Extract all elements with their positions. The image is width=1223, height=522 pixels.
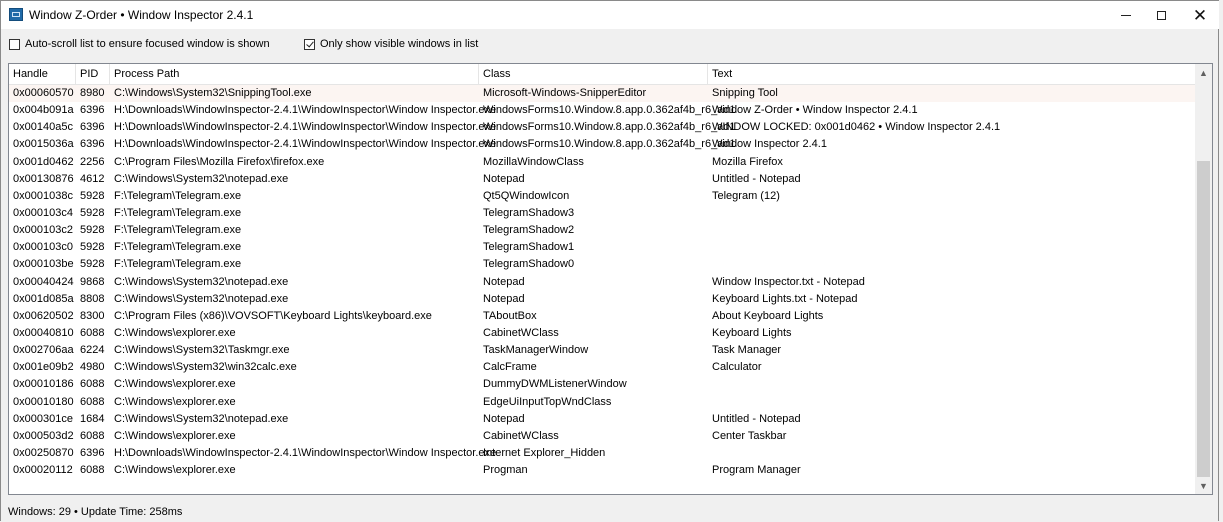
cell-text: Mozilla Firefox [712, 155, 783, 168]
cell-text: Untitled - Notepad [712, 412, 801, 425]
cell-pid: 6088 [80, 326, 105, 339]
close-button[interactable] [1177, 1, 1223, 29]
cell-class: CalcFrame [483, 361, 537, 374]
table-row[interactable] [9, 411, 1196, 428]
autoscroll-label: Auto-scroll list to ensure focused window is shown [25, 38, 270, 50]
cell-process-path: C:\Windows\explorer.exe [114, 395, 236, 408]
cell-handle: 0x001d0462 [13, 155, 74, 168]
table-row[interactable] [9, 136, 1196, 153]
table-row[interactable] [9, 256, 1196, 273]
scroll-up-icon: ▲ [1199, 67, 1208, 78]
cell-process-path: C:\Windows\explorer.exe [114, 429, 236, 442]
cell-class: TAboutBox [483, 309, 537, 322]
cell-pid: 5928 [80, 206, 105, 219]
cell-handle: 0x0015036a [13, 138, 74, 151]
cell-text [708, 239, 1196, 256]
autoscroll-option[interactable] [9, 38, 270, 50]
table-row[interactable] [9, 205, 1196, 222]
cell-class: EdgeUiInputTopWndClass [483, 395, 612, 408]
window-title: Window Z-Order • Window Inspector 2.4.1 [29, 8, 254, 22]
cell-text: Task Manager [712, 344, 782, 357]
cell-text [708, 205, 1196, 222]
table-row[interactable] [9, 342, 1196, 359]
cell-pid: 4612 [80, 172, 105, 185]
cell-handle: 0x0001038c [13, 189, 73, 202]
table-row[interactable] [9, 462, 1196, 479]
cell-process-path: C:\Program Files (x86)\VOVSOFT\Keyboard Lights\keyboard.exe [114, 309, 432, 322]
table-row[interactable] [9, 308, 1196, 325]
cell-pid: 6396 [80, 121, 105, 134]
scrollbar-thumb[interactable] [1197, 161, 1210, 477]
title-bar[interactable] [1, 1, 1219, 29]
cell-pid: 8980 [80, 87, 105, 99]
cell-text: Window Inspector.txt - Notepad [712, 275, 865, 288]
cell-handle: 0x00040424 [13, 275, 74, 288]
cell-handle: 0x00020112 [13, 464, 73, 477]
cell-process-path: H:\Downloads\WindowInspector-2.4.1\WindowInspector\Window Inspector.exe [114, 121, 497, 134]
table-row[interactable] [9, 445, 1196, 462]
cell-text [708, 394, 1196, 411]
column-header-handle[interactable]: Handle [9, 64, 76, 84]
cell-pid: 6396 [80, 138, 105, 151]
cell-text: WINDOW LOCKED: 0x001d0462 • Window Inspector 2.4.1 [712, 121, 1001, 134]
cell-class: WindowsForms10.Window.8.app.0.362af4b_r6_ad1 [483, 104, 736, 117]
cell-handle: 0x002706aa [13, 344, 74, 357]
cell-text [708, 222, 1196, 239]
cell-text: About Keyboard Lights [712, 309, 824, 322]
cell-process-path: C:\Windows\System32\SnippingTool.exe [114, 87, 312, 99]
column-header-process-path[interactable]: Process Path [110, 64, 479, 84]
vertical-scrollbar[interactable] [1195, 64, 1212, 494]
cell-class: TelegramShadow1 [483, 241, 575, 254]
cell-text: Program Manager [712, 464, 801, 477]
table-row[interactable] [9, 394, 1196, 411]
cell-pid: 6088 [80, 378, 105, 391]
cell-process-path: C:\Program Files\Mozilla Firefox\firefox.exe [114, 155, 325, 168]
cell-pid: 6088 [80, 429, 105, 442]
cell-class: WindowsForms10.Window.8.app.0.362af4b_r6_ad1 [483, 121, 736, 134]
scroll-up-button[interactable] [1195, 64, 1212, 81]
column-header-pid[interactable]: PID [76, 64, 110, 84]
table-row[interactable] [9, 171, 1196, 188]
cell-process-path: C:\Windows\explorer.exe [114, 464, 236, 477]
table-row[interactable] [9, 359, 1196, 376]
scroll-down-icon: ▼ [1199, 480, 1208, 491]
cell-handle: 0x001d085a [13, 292, 74, 305]
cell-process-path: C:\Windows\System32\notepad.exe [114, 292, 289, 305]
cell-class: Notepad [483, 292, 525, 305]
cell-handle: 0x001e09b2 [13, 361, 74, 374]
cell-pid: 8300 [80, 309, 105, 322]
list-header [9, 64, 1196, 85]
cell-process-path: F:\Telegram\Telegram.exe [114, 189, 242, 202]
cell-text [708, 445, 1196, 462]
cell-pid: 6224 [80, 344, 105, 357]
status-bar: Windows: 29 • Update Time: 258ms [8, 506, 183, 518]
cell-process-path: C:\Windows\System32\win32calc.exe [114, 361, 297, 374]
cell-handle: 0x00040810 [13, 326, 74, 339]
cell-process-path: C:\Windows\explorer.exe [114, 378, 236, 391]
cell-class: TelegramShadow2 [483, 224, 575, 237]
window-list[interactable] [8, 63, 1213, 495]
cell-class: TelegramShadow0 [483, 258, 575, 271]
cell-pid: 5928 [80, 241, 105, 254]
cell-class: Progman [483, 464, 528, 477]
cell-class: CabinetWClass [483, 429, 559, 442]
cell-pid: 6088 [80, 395, 105, 408]
cell-text: Telegram (12) [712, 189, 780, 202]
table-row[interactable] [9, 325, 1196, 342]
table-row[interactable] [9, 102, 1196, 119]
column-header-text[interactable]: Text [712, 68, 733, 80]
cell-pid: 5928 [80, 224, 105, 237]
cell-handle: 0x00140a5c [13, 121, 73, 134]
cell-handle: 0x00010180 [13, 395, 74, 408]
table-row[interactable] [9, 154, 1196, 171]
cell-text: Center Taskbar [712, 429, 787, 442]
cell-handle: 0x000301ce [13, 412, 73, 425]
cell-handle: 0x000103c2 [13, 224, 73, 237]
cell-process-path: C:\Windows\explorer.exe [114, 326, 236, 339]
cell-process-path: H:\Downloads\WindowInspector-2.4.1\WindowInspector\Window Inspector.exe [114, 104, 497, 117]
cell-text: Calculator [712, 361, 762, 374]
cell-process-path: C:\Windows\System32\notepad.exe [114, 275, 289, 288]
cell-class: Notepad [483, 412, 525, 425]
cell-pid: 5928 [80, 189, 105, 202]
table-row[interactable] [9, 222, 1196, 239]
cell-pid: 2256 [80, 155, 105, 168]
cell-handle: 0x000103be [13, 258, 74, 271]
cell-pid: 4980 [80, 361, 105, 374]
app-icon [9, 8, 23, 21]
cell-class: TaskManagerWindow [483, 344, 589, 357]
scroll-down-button[interactable] [1195, 477, 1212, 494]
cell-text: Keyboard Lights [712, 326, 792, 339]
cell-process-path: C:\Windows\System32\notepad.exe [114, 172, 289, 185]
cell-process-path: F:\Telegram\Telegram.exe [114, 224, 242, 237]
maximize-icon [1157, 11, 1166, 20]
table-row[interactable] [9, 274, 1196, 291]
cell-process-path: F:\Telegram\Telegram.exe [114, 258, 242, 271]
cell-process-path: F:\Telegram\Telegram.exe [114, 241, 242, 254]
visible-only-label: Only show visible windows in list [320, 38, 479, 50]
cell-class: Qt5QWindowIcon [483, 189, 570, 202]
cell-pid: 6088 [80, 464, 105, 477]
cell-pid: 9868 [80, 275, 105, 288]
cell-text: Window Inspector 2.4.1 [712, 138, 827, 151]
cell-text: Untitled - Notepad [712, 172, 801, 185]
cell-class: DummyDWMListenerWindow [483, 378, 627, 391]
cell-handle: 0x000503d2 [13, 429, 74, 442]
cell-class: MozillaWindowClass [483, 155, 584, 168]
cell-process-path: C:\Windows\System32\notepad.exe [114, 412, 289, 425]
list-rows [9, 85, 1196, 479]
table-row[interactable] [9, 376, 1196, 393]
cell-process-path: H:\Downloads\WindowInspector-2.4.1\WindowInspector\Window Inspector.exe [114, 446, 497, 459]
cell-class: Microsoft-Windows-SnipperEditor [483, 87, 647, 99]
visible-only-option[interactable] [304, 38, 478, 50]
cell-process-path: H:\Downloads\WindowInspector-2.4.1\WindowInspector\Window Inspector.exe [114, 138, 497, 151]
cell-handle: 0x00620502 [13, 309, 74, 322]
table-row[interactable] [9, 119, 1196, 136]
cell-class: Notepad [483, 172, 525, 185]
cell-text: Snipping Tool [712, 87, 778, 99]
cell-handle: 0x00130876 [13, 172, 74, 185]
visible-only-checkbox[interactable] [304, 39, 315, 50]
cell-handle: 0x000103c0 [13, 241, 73, 254]
cell-pid: 5928 [80, 258, 105, 271]
cell-class: Internet Explorer_Hidden [483, 446, 606, 459]
table-row[interactable] [9, 428, 1196, 445]
autoscroll-checkbox[interactable] [9, 39, 20, 50]
table-row[interactable] [9, 239, 1196, 256]
cell-handle: 0x00010186 [13, 378, 74, 391]
cell-text: Keyboard Lights.txt - Notepad [712, 292, 858, 305]
cell-pid: 8808 [80, 292, 105, 305]
column-header-class[interactable]: Class [479, 64, 708, 84]
cell-text [708, 376, 1196, 393]
cell-class: WindowsForms10.Window.8.app.0.362af4b_r6_ad1 [483, 138, 736, 151]
cell-class: TelegramShadow3 [483, 206, 575, 219]
table-row[interactable] [9, 85, 1196, 102]
cell-pid: 6396 [80, 446, 105, 459]
cell-process-path: C:\Windows\System32\Taskmgr.exe [114, 344, 290, 357]
cell-process-path: F:\Telegram\Telegram.exe [114, 206, 242, 219]
cell-pid: 6396 [80, 104, 105, 117]
cell-class: Notepad [483, 275, 525, 288]
cell-pid: 1684 [80, 412, 105, 425]
cell-handle: 0x00250870 [13, 446, 74, 459]
table-row[interactable] [9, 291, 1196, 308]
cell-handle: 0x00060570 [13, 87, 74, 99]
cell-handle: 0x000103c4 [13, 206, 73, 219]
close-icon: ✕ [1192, 5, 1208, 25]
table-row[interactable] [9, 188, 1196, 205]
minimize-icon [1121, 15, 1131, 16]
cell-handle: 0x004b091a [13, 104, 74, 117]
cell-class: CabinetWClass [483, 326, 559, 339]
cell-text [708, 256, 1196, 273]
cell-text: Window Z-Order • Window Inspector 2.4.1 [712, 104, 918, 117]
